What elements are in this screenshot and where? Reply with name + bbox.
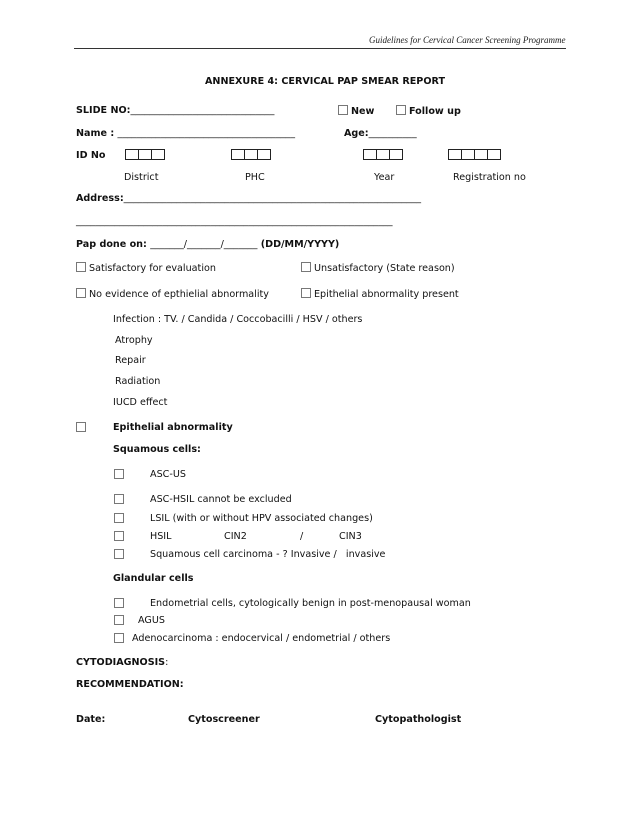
no-evidence-checkbox[interactable] bbox=[76, 288, 86, 298]
asc-us-option[interactable] bbox=[114, 469, 127, 481]
hsil-option[interactable] bbox=[114, 531, 127, 543]
unsatisfactory-label: Unsatisfactory (State reason) bbox=[314, 263, 455, 274]
cin-slash: / bbox=[300, 531, 304, 542]
abnormality-present-checkbox[interactable] bbox=[301, 288, 311, 298]
iucd-line: IUCD effect bbox=[113, 397, 168, 408]
id-part-phc: PHC bbox=[245, 172, 265, 183]
phc-code-boxes[interactable] bbox=[231, 149, 271, 160]
lsil-option[interactable] bbox=[114, 513, 127, 525]
name-row bbox=[76, 128, 295, 139]
atrophy-line: Atrophy bbox=[115, 335, 153, 346]
age-row bbox=[344, 128, 417, 139]
new-checkbox[interactable] bbox=[338, 105, 348, 115]
abnormality-present-option[interactable] bbox=[301, 288, 459, 300]
abnormality-present-label: Epithelial abnormality present bbox=[314, 289, 459, 300]
cin3-label: CIN3 bbox=[339, 531, 362, 542]
district-code-boxes[interactable] bbox=[125, 149, 165, 160]
address-field-2[interactable]: __________________________________________________________________ bbox=[76, 216, 393, 227]
epithelial-option[interactable] bbox=[76, 422, 89, 434]
no-evidence-label: No evidence of epthielial abnormality bbox=[89, 289, 269, 300]
radiation-line: Radiation bbox=[115, 376, 161, 387]
age-field[interactable]: __________ bbox=[368, 128, 417, 139]
follow-up-option[interactable] bbox=[396, 105, 461, 117]
new-option[interactable] bbox=[338, 105, 374, 117]
lsil-label: LSIL (with or without HPV associated changes) bbox=[150, 513, 373, 524]
satisfactory-option[interactable] bbox=[76, 262, 216, 274]
running-header: Guidelines for Cervical Cancer Screening Programme bbox=[369, 35, 566, 45]
hsil-label: HSIL bbox=[150, 531, 172, 542]
satisfactory-label: Satisfactory for evaluation bbox=[89, 263, 216, 274]
scc-label-a: Squamous cell carcinoma - ? Invasive / bbox=[150, 549, 337, 560]
cytoscreener-label: Cytoscreener bbox=[188, 714, 260, 725]
pap-row bbox=[76, 239, 339, 250]
follow-up-label: Follow up bbox=[409, 106, 461, 117]
glandular-heading: Glandular cells bbox=[113, 573, 194, 584]
pap-format: (DD/MM/YYYY) bbox=[260, 239, 340, 250]
id-part-registration: Registration no bbox=[453, 172, 526, 183]
infection-line: Infection : TV. / Candida / Coccobacilli / HSV / others bbox=[113, 314, 363, 325]
endometrial-checkbox[interactable] bbox=[114, 598, 124, 608]
age-label: Age: bbox=[344, 128, 369, 139]
slide-no-label: SLIDE NO: bbox=[76, 105, 131, 116]
name-label: Name : bbox=[76, 128, 118, 139]
epithelial-heading: Epithelial abnormality bbox=[113, 422, 233, 433]
registration-code-boxes[interactable] bbox=[448, 149, 501, 160]
cin2-label: CIN2 bbox=[224, 531, 247, 542]
repair-line: Repair bbox=[115, 355, 146, 366]
asc-h-option[interactable] bbox=[114, 494, 127, 506]
address-row bbox=[76, 193, 421, 204]
endometrial-label: Endometrial cells, cytologically benign in post-menopausal woman bbox=[150, 598, 471, 609]
form-title: ANNEXURE 4: CERVICAL PAP SMEAR REPORT bbox=[205, 76, 445, 87]
date-label: Date: bbox=[76, 714, 106, 725]
cytopathologist-label: Cytopathologist bbox=[375, 714, 462, 725]
asc-h-checkbox[interactable] bbox=[114, 494, 124, 504]
slide-no-row bbox=[76, 105, 274, 116]
name-field[interactable]: _____________________________________ bbox=[117, 128, 296, 139]
scc-option[interactable] bbox=[114, 549, 127, 561]
year-code-boxes[interactable] bbox=[363, 149, 403, 160]
adeno-option[interactable] bbox=[114, 633, 127, 645]
pap-date-field[interactable]: _______/_______/_______ bbox=[150, 239, 258, 250]
follow-up-checkbox[interactable] bbox=[396, 105, 406, 115]
id-part-year: Year bbox=[374, 172, 395, 183]
asc-us-label: ASC-US bbox=[150, 469, 186, 480]
cytodiagnosis-row bbox=[76, 657, 168, 668]
cytodiagnosis-colon: : bbox=[165, 657, 169, 668]
slide-no-field[interactable]: ______________________________ bbox=[130, 105, 275, 116]
epithelial-checkbox[interactable] bbox=[76, 422, 86, 432]
hsil-checkbox[interactable] bbox=[114, 531, 124, 541]
agus-option[interactable] bbox=[114, 615, 127, 627]
adeno-checkbox[interactable] bbox=[114, 633, 124, 643]
agus-label: AGUS bbox=[138, 615, 165, 626]
cytodiagnosis-label: CYTODIAGNOSIS bbox=[76, 657, 166, 668]
scc-label-b: invasive bbox=[345, 549, 386, 560]
unsatisfactory-checkbox[interactable] bbox=[301, 262, 311, 272]
pap-label: Pap done on: bbox=[76, 239, 151, 250]
id-label: ID No bbox=[76, 150, 106, 161]
scc-checkbox[interactable] bbox=[114, 549, 124, 559]
asc-h-label: ASC-HSIL cannot be excluded bbox=[150, 494, 292, 505]
id-part-district: District bbox=[124, 172, 159, 183]
scc-label bbox=[150, 549, 385, 560]
lsil-checkbox[interactable] bbox=[114, 513, 124, 523]
header-rule bbox=[74, 48, 566, 49]
address-label: Address: bbox=[76, 193, 124, 204]
asc-us-checkbox[interactable] bbox=[114, 469, 124, 479]
recommendation-label: RECOMMENDATION: bbox=[76, 679, 184, 690]
squamous-heading: Squamous cells: bbox=[113, 444, 201, 455]
agus-checkbox[interactable] bbox=[114, 615, 124, 625]
satisfactory-checkbox[interactable] bbox=[76, 262, 86, 272]
address-field-1[interactable]: ______________________________________________________________ bbox=[123, 193, 422, 204]
new-label: New bbox=[351, 106, 375, 117]
adeno-label: Adenocarcinoma : endocervical / endometrial / others bbox=[132, 633, 391, 644]
unsatisfactory-option[interactable] bbox=[301, 262, 455, 274]
no-evidence-option[interactable] bbox=[76, 288, 269, 300]
endometrial-option[interactable] bbox=[114, 598, 127, 610]
